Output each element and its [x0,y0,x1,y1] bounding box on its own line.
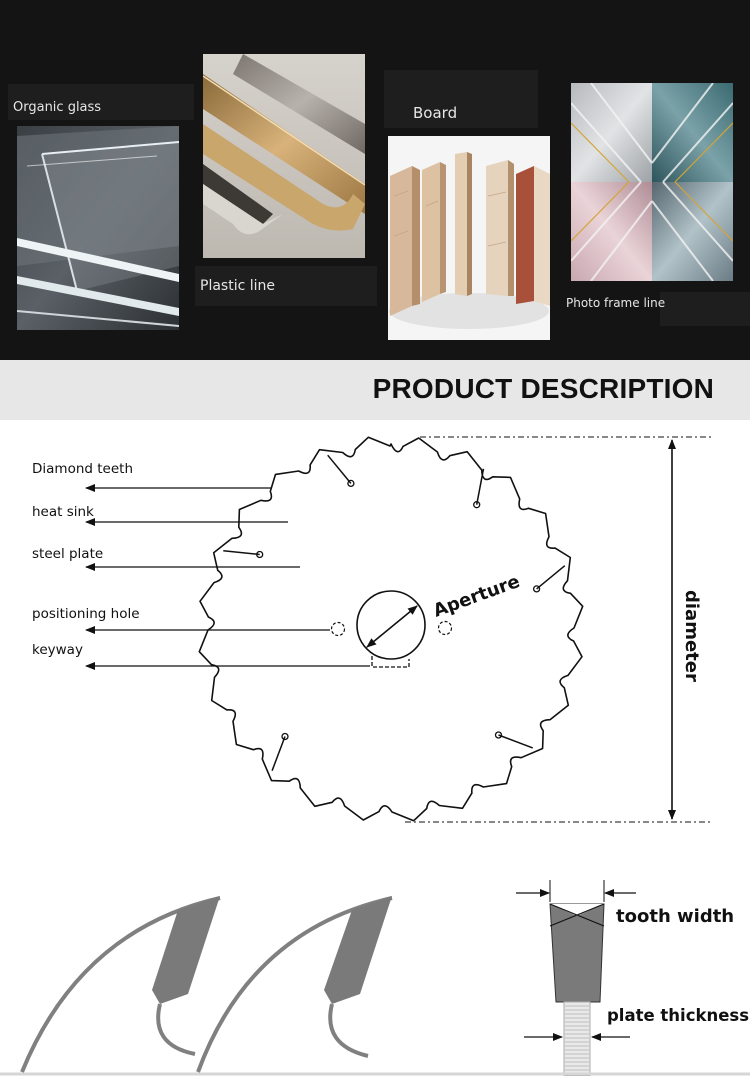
section-banner [0,360,750,420]
board-label: Board [413,104,458,122]
heat-sink-label: heat sink [32,504,94,520]
tooth-width-label: tooth width [616,906,735,927]
positioning-hole-label: positioning hole [32,606,140,622]
label-backdrop [384,70,538,128]
aperture-circle [357,591,425,659]
gullet-right [330,1004,368,1056]
heat-sink-slot [477,469,484,505]
keyway-notch [372,656,409,667]
blade-diagram [0,420,750,1076]
tooth-profile [550,904,604,1002]
heat-sink-slot [272,737,285,771]
aperture-arrow [367,606,417,647]
heat-sink-slot [328,455,351,483]
organic-glass-photo [17,126,179,330]
heat-sink-slot [223,551,259,555]
photo-frame-line-label: Photo frame line [566,296,666,310]
plate-thickness-label: plate thickness [607,1006,750,1025]
positioning-hole-right [439,622,452,635]
diamond-teeth-label: Diamond teeth [32,461,133,477]
heat-sink-slot [537,566,565,589]
saw-blade-outline [199,437,582,820]
gullet-left [158,1004,195,1054]
tooth-right [324,896,392,1004]
board-photo [388,136,550,340]
section-title: PRODUCT DESCRIPTION [372,373,714,404]
diameter-label: diameter [681,590,702,682]
heat-sink-slot [499,735,533,748]
plastic-line-photo [203,54,365,258]
aperture-label: Aperture [430,571,523,622]
photo-frame-line-photo [571,83,733,281]
plastic-line-label: Plastic line [200,278,275,294]
keyway-label: keyway [32,642,83,658]
positioning-hole-left [332,623,345,636]
label-backdrop [660,292,750,326]
heat-sink-slots [223,455,565,771]
organic-glass-label: Organic glass [13,100,102,115]
materials-section [0,0,750,360]
steel-plate-section [564,1002,590,1076]
steel-plate-label: steel plate [32,546,104,562]
tooth-left [152,896,220,1004]
